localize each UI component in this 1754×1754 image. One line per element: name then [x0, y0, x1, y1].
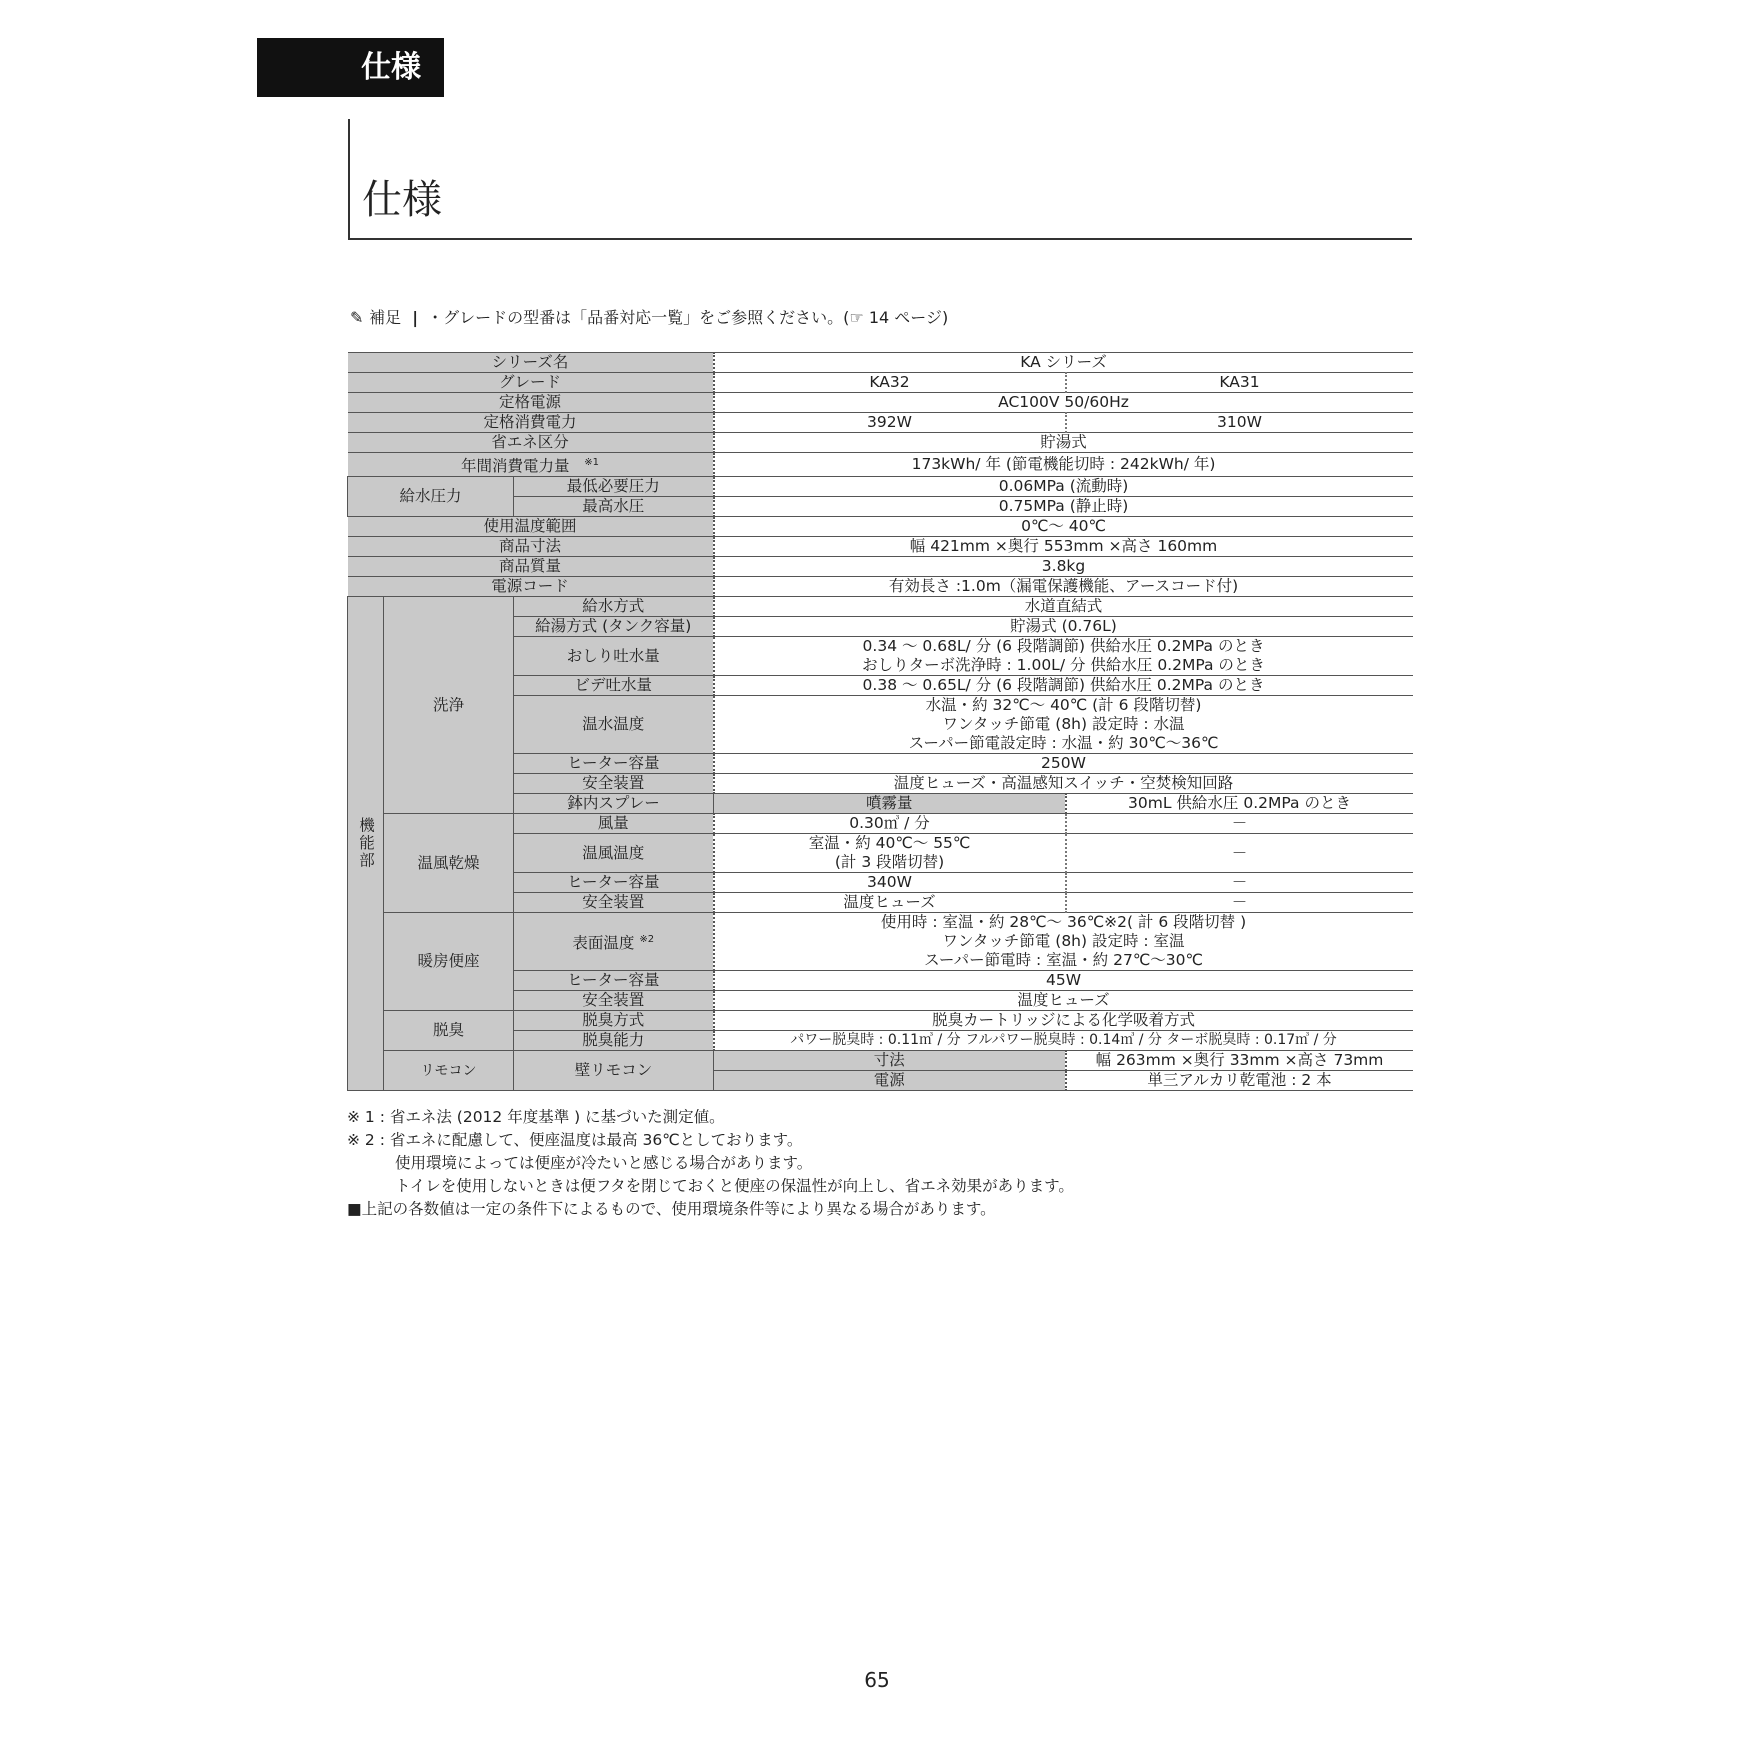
- section-tab: 仕様: [257, 38, 444, 97]
- spec-table: [347, 352, 1413, 1091]
- table-row: [348, 577, 1413, 597]
- row-value: パワー脱臭時 : 0.11㎥ / 分 フルパワー脱臭時 : 0.14㎥ / 分 ターボ脱臭時 : 0.17㎥ / 分: [714, 1031, 1413, 1051]
- footnote-general: ■上記の各数値は一定の条件下によるもので、使用環境条件等により異なる場合があります。: [347, 1200, 996, 1218]
- note-label: 補足: [369, 308, 402, 327]
- wall-remote-label: 壁リモコン: [514, 1051, 714, 1091]
- row-label: 定格電源: [348, 393, 714, 413]
- row-label: 温水温度: [514, 696, 714, 754]
- row-value: 0℃～ 40℃: [714, 517, 1413, 537]
- row-label: グレード: [348, 373, 714, 393]
- row-value: 温度ヒューズ・高温感知スイッチ・空焚検知回路: [714, 774, 1413, 794]
- table-row: [348, 353, 1413, 373]
- remote-group-label: リモコン: [384, 1051, 514, 1091]
- table-row: [348, 557, 1413, 577]
- footnote-2-line-3: トイレを使用しないときは便フタを閉じておくと便座の保温性が向上し、省エネ効果があります。: [395, 1177, 1074, 1195]
- row-value: KA32: [714, 373, 1066, 393]
- footnote-mark: ※2: [639, 934, 655, 946]
- title-rule-horizontal: [348, 238, 1412, 240]
- table-row: [348, 373, 1413, 393]
- row-label: ビデ吐水量: [514, 676, 714, 696]
- row-value: 単三アルカリ乾電池 : 2 本: [1066, 1071, 1413, 1091]
- row-value: 水温・約 32℃～ 40℃ (計 6 段階切替) ワンタッチ節電 (8h) 設定時 : 水温 スーパー節電設定時 : 水温・約 30℃～36℃: [714, 696, 1413, 754]
- table-row: [348, 537, 1413, 557]
- title-rule-vertical: [348, 119, 350, 239]
- note-text: ・グレードの型番は「品番対応一覧」をご参照ください。(☞ 14 ページ): [427, 308, 949, 327]
- footnote-mark: ※1: [584, 457, 600, 468]
- row-value: －: [1066, 834, 1413, 873]
- row-label: 最低必要圧力: [514, 477, 714, 497]
- table-row: [348, 453, 1413, 477]
- row-value: －: [1066, 814, 1413, 834]
- footnotes: [347, 1106, 1074, 1221]
- row-value: 0.30㎥ / 分: [714, 814, 1066, 834]
- row-label: 使用温度範囲: [348, 517, 714, 537]
- row-value: 幅 263mm ×奥行 33mm ×高さ 73mm: [1066, 1051, 1413, 1071]
- page-title: 仕様: [362, 177, 442, 223]
- table-row: [348, 433, 1413, 453]
- row-label: 安全装置: [514, 774, 714, 794]
- table-row: [348, 597, 1413, 617]
- row-label: ヒーター容量: [514, 971, 714, 991]
- spray-group-label: 鉢内スプレー: [514, 794, 714, 814]
- row-label: 噴霧量: [714, 794, 1066, 814]
- row-value: 392W: [714, 413, 1066, 433]
- row-label: 寸法: [714, 1051, 1066, 1071]
- row-value: AC100V 50/60Hz: [714, 393, 1413, 413]
- deodor-group-label: 脱臭: [384, 1011, 514, 1051]
- row-value: －: [1066, 893, 1413, 913]
- row-value: 貯湯式 (0.76L): [714, 617, 1413, 637]
- note-divider: |: [412, 308, 419, 327]
- row-value: 250W: [714, 754, 1413, 774]
- table-row: [348, 913, 1413, 971]
- row-label: シリーズ名: [348, 353, 714, 373]
- table-row: [348, 1051, 1413, 1071]
- seat-group-label: 暖房便座: [384, 913, 514, 1011]
- row-label: 風量: [514, 814, 714, 834]
- row-value: 0.34 ～ 0.68L/ 分 (6 段階調節) 供給水圧 0.2MPa のとき おしりターボ洗浄時 : 1.00L/ 分 供給水圧 0.2MPa のとき: [714, 637, 1413, 676]
- row-label: ヒーター容量: [514, 754, 714, 774]
- function-group-label: 機能部: [348, 597, 384, 1091]
- row-value: 水道直結式: [714, 597, 1413, 617]
- row-value: 173kWh/ 年 (節電機能切時 : 242kWh/ 年): [714, 453, 1413, 477]
- row-value: 0.06MPa (流動時): [714, 477, 1413, 497]
- row-value: 30mL 供給水圧 0.2MPa のとき: [1066, 794, 1413, 814]
- row-value: 0.38 ～ 0.65L/ 分 (6 段階調節) 供給水圧 0.2MPa のとき: [714, 676, 1413, 696]
- pencil-icon: ✎: [350, 308, 364, 327]
- row-label: 商品寸法: [348, 537, 714, 557]
- row-value: 45W: [714, 971, 1413, 991]
- table-row: [348, 413, 1413, 433]
- page-number: 65: [864, 1668, 890, 1692]
- row-value: 0.75MPa (静止時): [714, 497, 1413, 517]
- footnote-2: ※ 2 : 省エネに配慮して、便座温度は最高 36℃としております。: [347, 1131, 803, 1149]
- row-value: 温度ヒューズ: [714, 893, 1066, 913]
- row-value: KA31: [1066, 373, 1413, 393]
- row-label: 商品質量: [348, 557, 714, 577]
- row-label: 最高水圧: [514, 497, 714, 517]
- row-label: 脱臭方式: [514, 1011, 714, 1031]
- row-value: KA シリーズ: [714, 353, 1413, 373]
- wash-group-label: 洗浄: [384, 597, 514, 814]
- row-value: －: [1066, 873, 1413, 893]
- row-label: 給水方式: [514, 597, 714, 617]
- row-label: 電源: [714, 1071, 1066, 1091]
- row-label: 表面温度 $^{※2}$: [514, 913, 714, 971]
- row-label: 年間消費電力量 $^{※1}$: [348, 453, 714, 477]
- row-label: 安全装置: [514, 893, 714, 913]
- group-label: 給水圧力: [348, 477, 514, 517]
- row-label: 安全装置: [514, 991, 714, 1011]
- row-value: 340W: [714, 873, 1066, 893]
- table-row: [348, 477, 1413, 497]
- row-value: 貯湯式: [714, 433, 1413, 453]
- table-row: [348, 393, 1413, 413]
- row-value: 3.8kg: [714, 557, 1413, 577]
- row-label: おしり吐水量: [514, 637, 714, 676]
- row-label: 給湯方式 (タンク容量): [514, 617, 714, 637]
- dryer-group-label: 温風乾燥: [384, 814, 514, 913]
- row-label: 電源コード: [348, 577, 714, 597]
- row-value: 有効長さ :1.0m（漏電保護機能、アースコード付): [714, 577, 1413, 597]
- row-value: 脱臭カートリッジによる化学吸着方式: [714, 1011, 1413, 1031]
- row-value: 使用時 : 室温・約 28℃～ 36℃※2( 計 6 段階切替 ) ワンタッチ節電 (8h) 設定時 : 室温 スーパー節電時 : 室温・約 27℃～30℃: [714, 913, 1413, 971]
- row-value: 310W: [1066, 413, 1413, 433]
- table-row: [348, 517, 1413, 537]
- row-value: 温度ヒューズ: [714, 991, 1413, 1011]
- footnote-1: ※ 1 : 省エネ法 (2012 年度基準 ) に基づいた測定値。: [347, 1108, 725, 1126]
- footnote-2-line-2: 使用環境によっては便座が冷たいと感じる場合があります。: [395, 1154, 813, 1172]
- supplement-note: [350, 306, 948, 330]
- row-label: 脱臭能力: [514, 1031, 714, 1051]
- row-label: ヒーター容量: [514, 873, 714, 893]
- row-label: 省エネ区分: [348, 433, 714, 453]
- row-value: 幅 421mm ×奥行 553mm ×高さ 160mm: [714, 537, 1413, 557]
- row-value: 室温・約 40℃～ 55℃ (計 3 段階切替): [714, 834, 1066, 873]
- row-label: 温風温度: [514, 834, 714, 873]
- row-label: 定格消費電力: [348, 413, 714, 433]
- table-row: [348, 814, 1413, 834]
- table-row: [348, 1011, 1413, 1031]
